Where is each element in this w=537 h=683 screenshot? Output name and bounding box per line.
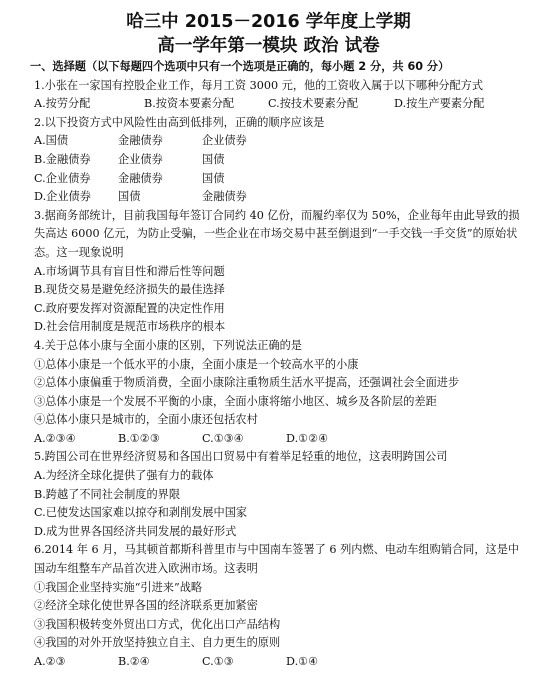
exam-subtitle: 高一学年第一模块 政治 试卷	[157, 36, 380, 56]
question-stem: 5.跨国公司在世界经济贸易和各国出口贸易中有着举足轻重的地位，这表明跨国公司	[34, 450, 448, 464]
option: D.社会信用制度是规范市场秩序的根本	[34, 320, 226, 334]
option-row	[34, 430, 523, 449]
option: C.企业债券	[34, 171, 91, 185]
option-part: 国债	[202, 152, 225, 166]
option-row	[34, 151, 523, 170]
option-row	[34, 170, 523, 189]
option-part: 企业债券	[202, 134, 247, 148]
option: C.已使发达国家难以掠夺和剥削发展中国家	[34, 506, 248, 520]
section-heading: 一、选择题（以下每题四个选项中只有一个选项是正确的，每小题 2 分，共 60 分）	[30, 60, 450, 73]
option: C.政府要发挥对资源配置的决定性作用	[34, 301, 225, 315]
option-part: 国债	[202, 171, 225, 185]
option: B.按资本要素分配	[144, 97, 235, 111]
option: B.跨越了不同社会制度的界限	[34, 487, 181, 501]
option: A.国债	[34, 134, 69, 148]
option: D.①②④	[286, 431, 329, 445]
statement-item: ④我国的对外开放坚持独立自主、自力更生的原则	[34, 636, 281, 650]
question-stem: 4.关于总体小康与全面小康的区别，下列说法正确的是	[34, 338, 302, 352]
option-row	[34, 653, 523, 672]
question-stem: 3.据商务部统计，目前我国每年签订合同约 40 亿份，而履约率仅为 50%，企业每年由此导致的损失高达 6000 亿元，为防止受骗，一些企业在市场交易中甚至倒退到“一手交钱一手交货”的原始状态。这一现象说明	[34, 208, 520, 259]
option-part: 企业债券	[118, 152, 163, 166]
option: C.①③	[202, 655, 234, 668]
statement-item: ③我国积极转变外贸出口方式，优化出口产品结构	[34, 617, 281, 631]
option-part: 金融债券	[118, 134, 163, 148]
option-part: 金融债券	[118, 171, 163, 185]
option: B.①②③	[118, 431, 160, 445]
option-row	[34, 188, 523, 207]
question-stem: 1.小张在一家国有控股企业工作，每月工资 3000 元，他的工资收入属于以下哪种分配方式	[34, 78, 484, 92]
question-stem: 2.以下投资方式中风险性由高到低排列，正确的顺序应该是	[34, 115, 325, 129]
option: D.企业债券	[34, 190, 91, 204]
option: A.为经济全球化提供了强有力的载体	[34, 469, 214, 483]
statement-item: ④总体小康只是城市的，全面小康还包括农村	[34, 413, 258, 427]
option-row	[34, 95, 523, 114]
statement-item: ②总体小康偏重于物质消费，全面小康除注重物质生活水平提高，还强调社会全面进步	[34, 376, 460, 390]
option: B.现货交易是避免经济损失的最佳选择	[34, 283, 225, 297]
option-part: 金融债券	[202, 190, 247, 204]
option: C.按技术要素分配	[268, 97, 359, 111]
option: A.市场调节具有盲目性和滞后性等问题	[34, 264, 225, 278]
question-stem: 6.2014 年 6 月，马其顿首都斯科普里市与中国南车签署了 6 列内燃、电动车组购销合同，这是中国动车组整车产品首次进入欧洲市场。这表明	[34, 543, 520, 576]
option: B.②④	[118, 655, 150, 668]
statement-item: ②经济全球化使世界各国的经济联系更加紧密	[34, 599, 258, 613]
option: A.②③	[34, 655, 66, 668]
exam-title: 哈三中 2015－2016 学年度上学期	[126, 12, 411, 32]
statement-item: ③总体小康是一个发展不平衡的小康，全面小康将缩小地区、城乡及各阶层的差距	[34, 394, 437, 408]
option-row	[34, 132, 523, 151]
option: C.①③④	[202, 431, 244, 445]
statement-item: ①我国企业坚持实施“引进来”战略	[34, 580, 203, 594]
option: B.金融债券	[34, 152, 91, 166]
option-part: 国债	[118, 190, 141, 204]
option: D.按生产要素分配	[394, 97, 485, 111]
option: A.②③④	[34, 431, 76, 445]
statement-item: ①总体小康是一个低水平的小康，全面小康是一个较高水平的小康	[34, 357, 359, 371]
option: D.①④	[286, 655, 319, 668]
option: D.成为世界各国经济共同发展的最好形式	[34, 524, 237, 538]
option: A.按劳分配	[34, 97, 91, 111]
